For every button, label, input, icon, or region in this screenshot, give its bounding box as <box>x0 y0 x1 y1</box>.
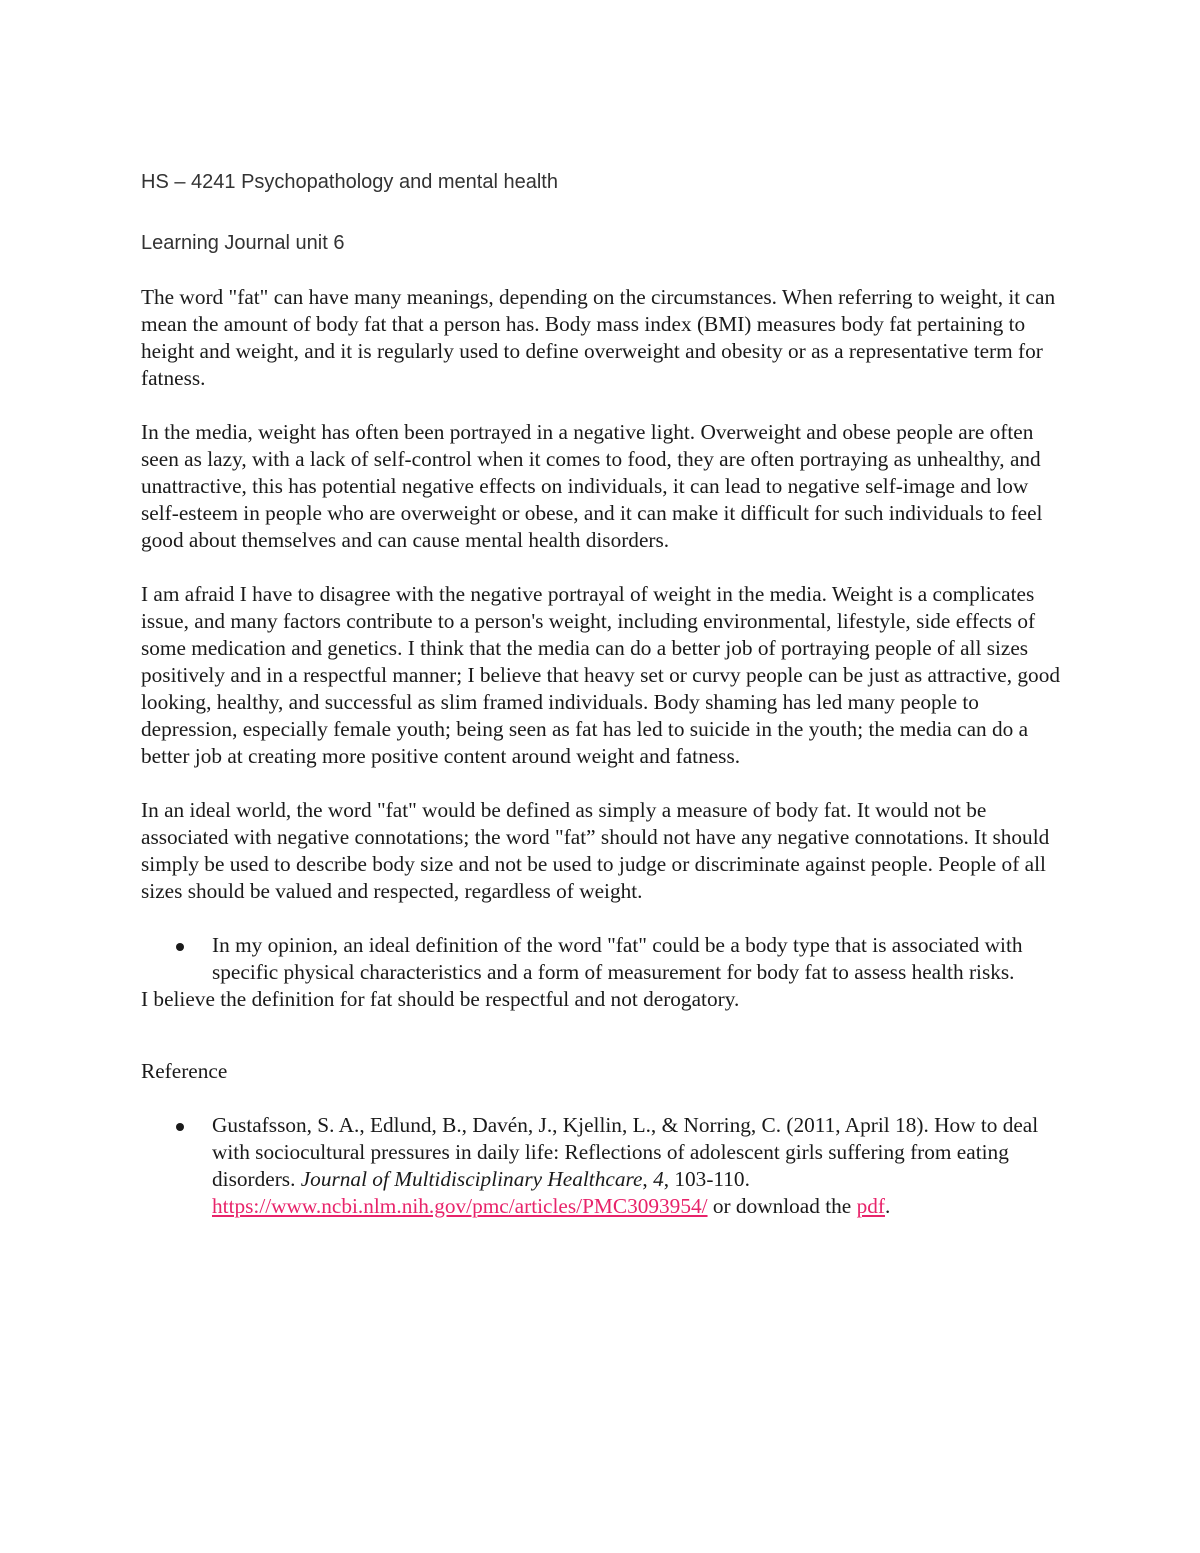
reference-volume: 4 <box>653 1167 664 1191</box>
pdf-download-link[interactable]: pdf <box>856 1194 885 1218</box>
paragraph-ideal-world: In an ideal world, the word "fat" would be defined as simply a measure of body fat. It would not be associated with negative connotations; the word "fat” should not have any negative connotations. It should simply be used to describe body size and not be used to judge or discriminate against people. People of all sizes should be valued and respected, regardless of weight. <box>141 798 1050 903</box>
reference-citation <box>212 1113 1038 1218</box>
reference-journal: Journal of Multidisciplinary Healthcare <box>300 1167 643 1191</box>
paragraph-disagreement: I am afraid I have to disagree with the negative portrayal of weight in the media. Weight is a complicates issue, and many factors contribute to a person's weight, including environmental, lifestyle, side effects of some medication and genetics. I think that the media can do a better job of portraying people of all sizes positively and in a respectful manner; I believe that heavy set or curvy people can be just as attractive, good looking, healthy, and successful as slim framed individuals. Body shaming has led many people to depression, especially female youth; being seen as fat has led to suicide in the youth; the media can do a better job at creating more positive content around weight and fatness. <box>141 582 1060 768</box>
paragraph-definition: The word "fat" can have many meanings, depending on the circumstances. When referring to weight, it can mean the amount of body fat that a person has. Body mass index (BMI) measures body fat pertaining to height and weight, and it is regularly used to define overweight and obesity or as a representative term for fatness. <box>141 285 1056 390</box>
reference-end: . <box>884 1194 891 1218</box>
document-title: HS – 4241 Psychopathology and mental health <box>141 171 558 193</box>
opinion-bullet-text: In my opinion, an ideal definition of the word "fat" could be a body type that is associated with specific physical characteristics and a form of measurement for body fat to assess health risks. <box>212 933 1023 984</box>
reference-pages: , 103-110. <box>663 1167 750 1191</box>
reference-list <box>141 1112 1061 1220</box>
list-item <box>141 932 1061 986</box>
bullet-dot-icon <box>176 943 184 951</box>
list-item <box>141 1112 1061 1220</box>
reference-url-link[interactable]: https://www.ncbi.nlm.nih.gov/pmc/articles/PMC3093954/ <box>212 1194 708 1218</box>
reference-authors-title: Gustafsson, S. A., Edlund, B., Davén, J., Kjellin, L., & Norring, C. (2011, April 18). How to deal with sociocultural pressures in daily life: Reflections of adolescent girls suffering from eating disorders. <box>212 1113 1039 1191</box>
document-page <box>141 168 1061 1220</box>
reference-sep: , <box>642 1167 654 1191</box>
closing-statement: I believe the definition for fat should be respectful and not derogatory. <box>141 987 740 1011</box>
opinion-list <box>141 932 1061 986</box>
paragraph-media-portrayal: In the media, weight has often been portrayed in a negative light. Overweight and obese people are often seen as lazy, with a lack of self-control when it comes to food, they are often portraying as unhealthy, and unattractive, this has potential negative effects on individuals, it can lead to negative self-image and low self-esteem in people who are overweight or obese, and it can make it difficult for such individuals to feel good about themselves and can cause mental health disorders. <box>141 420 1043 552</box>
reference-heading: Reference <box>141 1059 228 1083</box>
reference-middle: or download the <box>707 1194 857 1218</box>
document-subtitle: Learning Journal unit 6 <box>141 232 345 254</box>
bullet-dot-icon <box>176 1123 184 1131</box>
